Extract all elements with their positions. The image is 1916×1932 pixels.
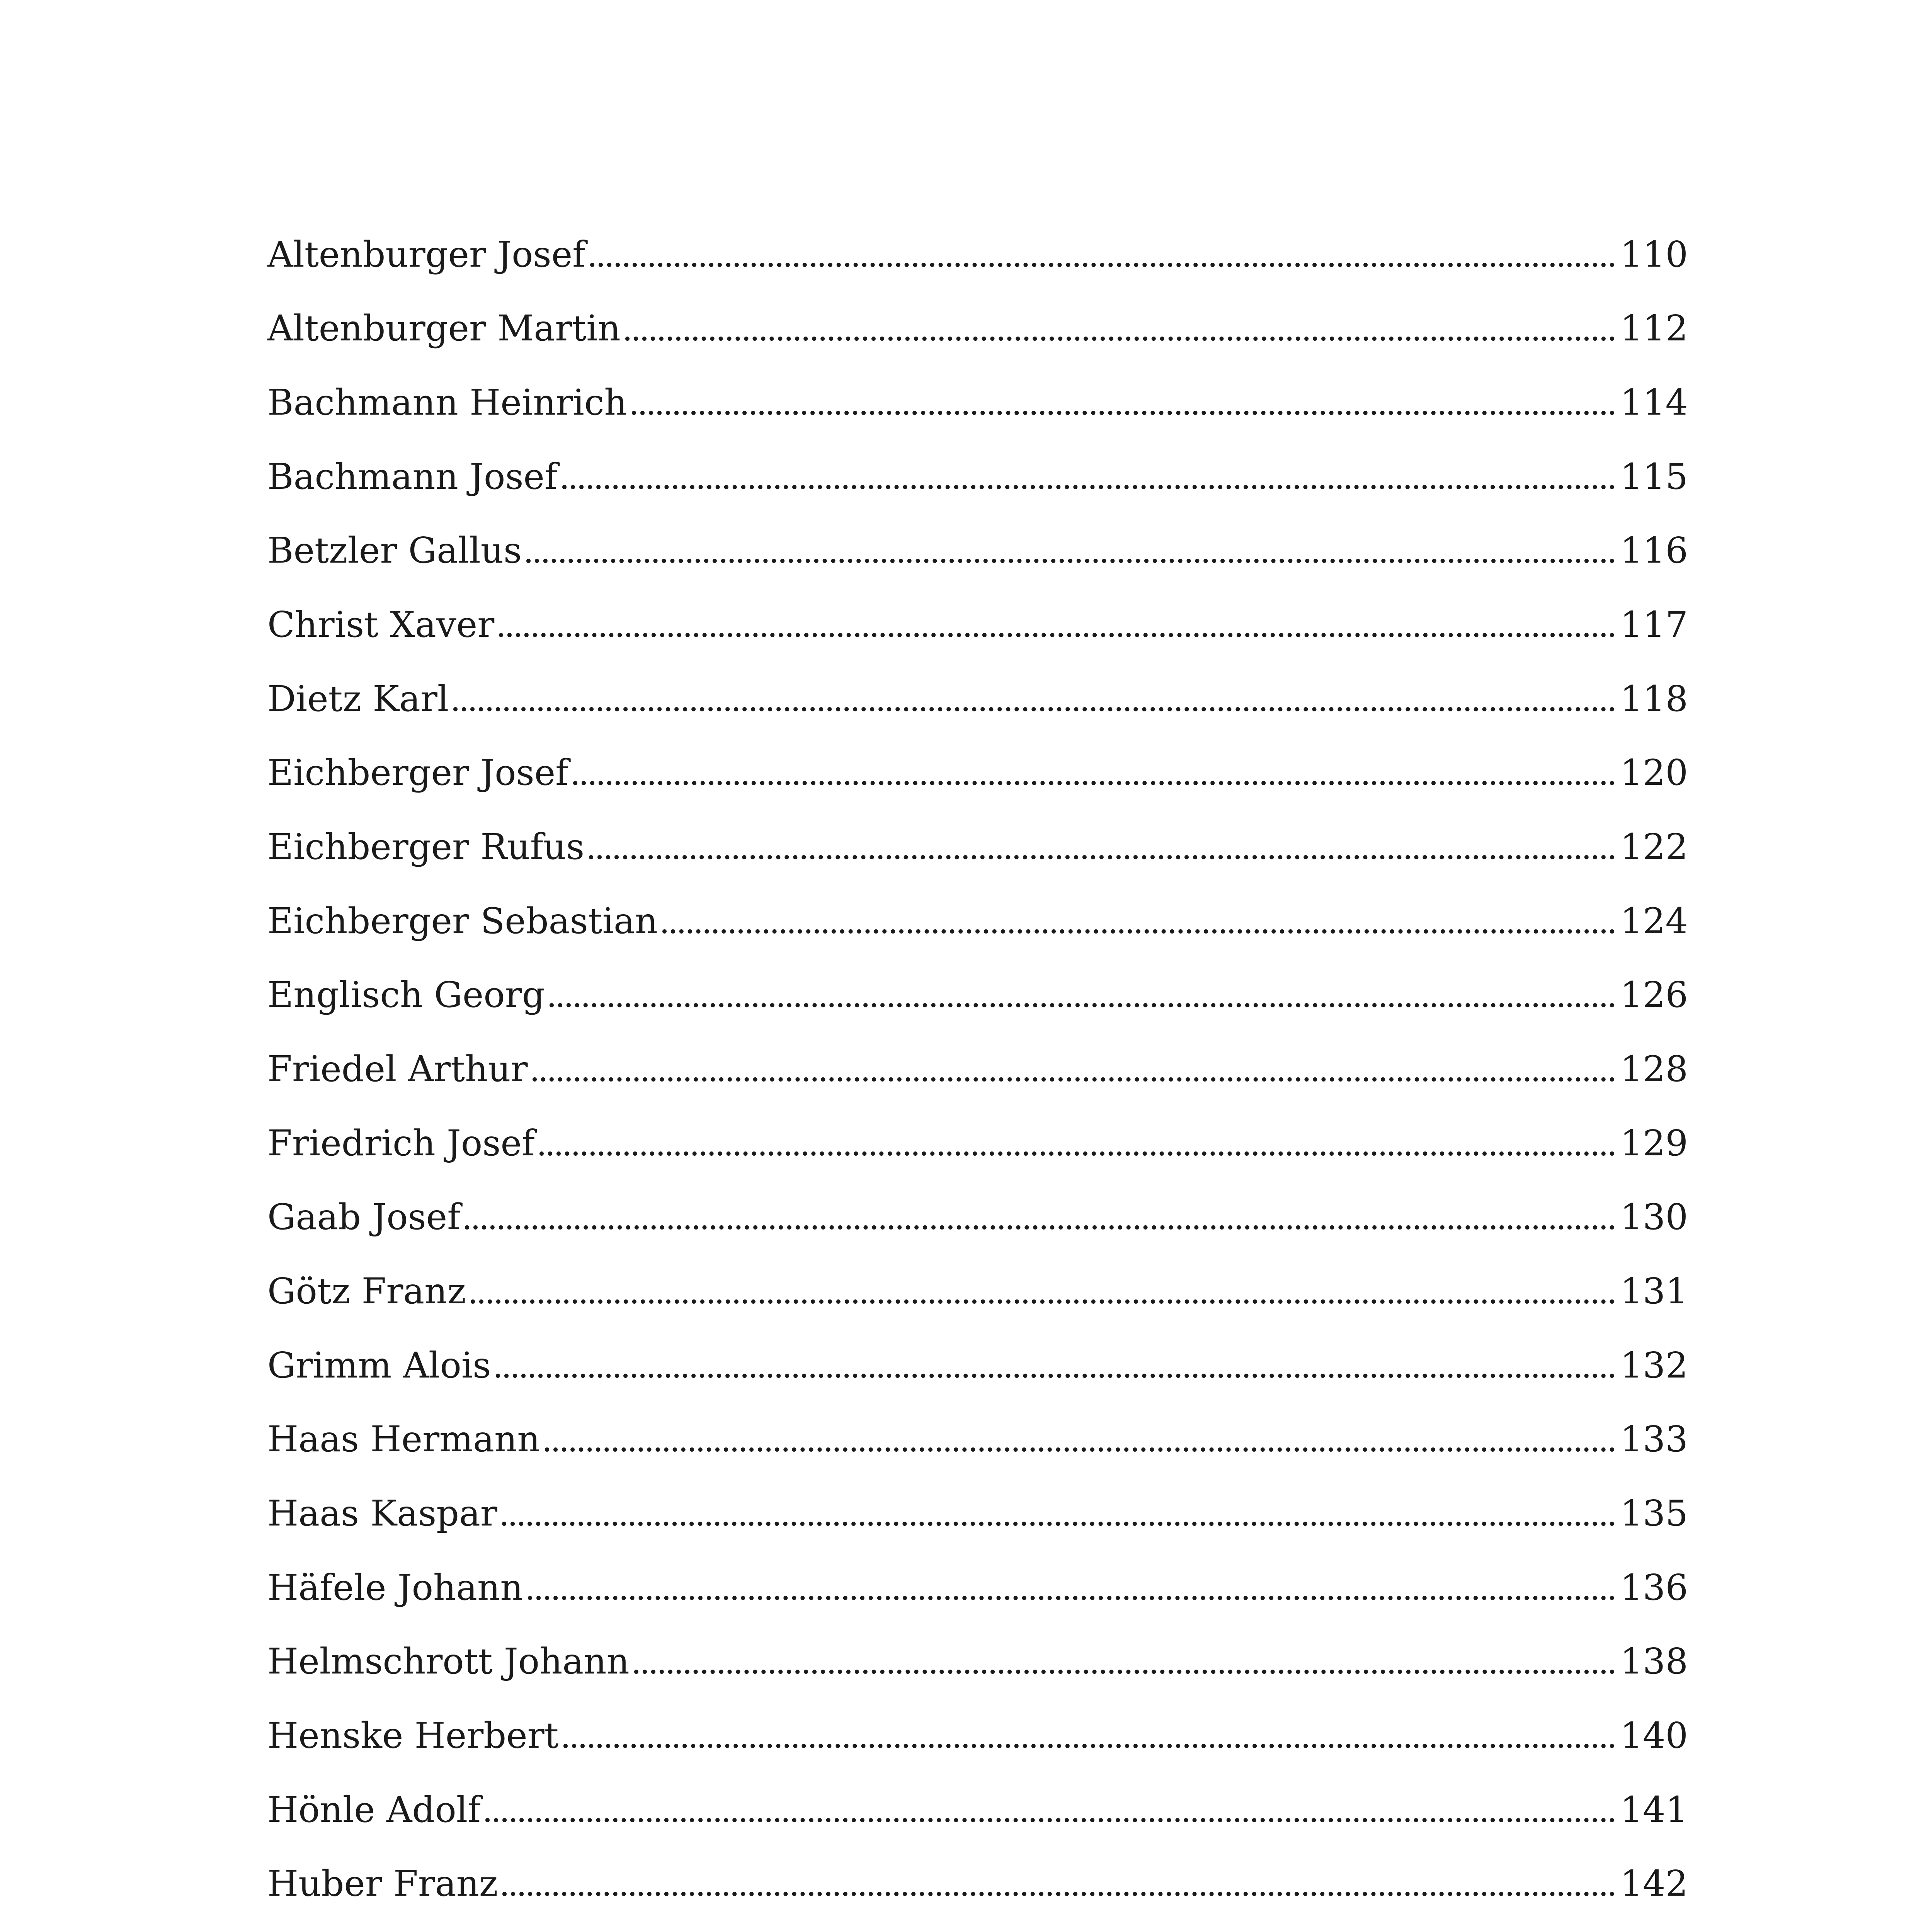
toc-entry[interactable] (267, 437, 1688, 495)
toc-entry-name: Englisch Georg (267, 974, 545, 1015)
toc-entry[interactable] (267, 733, 1688, 791)
toc-entry-name: Helmschrott Johann (267, 1641, 630, 1682)
toc-entry-page: 120 (1620, 752, 1688, 793)
toc-entry-page: 129 (1620, 1122, 1688, 1164)
toc-entry[interactable] (267, 881, 1688, 942)
dot-leader (632, 411, 1615, 415)
dot-leader (528, 1596, 1615, 1600)
toc-entry-name: Friedel Arthur (267, 1048, 528, 1090)
toc-entry-name: Gaab Josef (267, 1196, 461, 1238)
toc-entry-name: Eichberger Rufus (267, 826, 585, 867)
toc-entry[interactable] (267, 585, 1688, 643)
dot-leader (485, 1818, 1615, 1822)
dot-leader (539, 1151, 1615, 1156)
toc-entry-name: Bachmann Josef (267, 456, 558, 497)
toc-entry[interactable] (267, 807, 1688, 865)
toc-entry[interactable] (267, 1251, 1688, 1312)
toc-entry-page: 124 (1620, 900, 1688, 942)
toc-entry-name: Dietz Karl (267, 678, 449, 719)
toc-entry-name: Friedrich Josef (267, 1122, 535, 1164)
toc-entry[interactable] (267, 362, 1688, 423)
toc-entry-name: Eichberger Sebastian (267, 900, 658, 942)
dot-leader (589, 855, 1615, 859)
toc-entry[interactable] (267, 1918, 1688, 1932)
toc-entry-page: 135 (1620, 1493, 1688, 1534)
toc-entry-page: 115 (1620, 456, 1688, 497)
toc-entry[interactable] (267, 1103, 1688, 1164)
toc-entry-page: 116 (1620, 530, 1688, 571)
toc-entry-name: Huber Franz (267, 1863, 498, 1904)
dot-leader (562, 485, 1615, 489)
toc-entry-page: 128 (1620, 1048, 1688, 1090)
toc-entry[interactable] (267, 1029, 1688, 1090)
toc-entry[interactable] (267, 1844, 1688, 1904)
dot-leader (662, 929, 1615, 934)
dot-leader (634, 1670, 1615, 1674)
toc-entry-page: 126 (1620, 974, 1688, 1015)
toc-entry-name: Bachmann Heinrich (267, 382, 627, 423)
toc-entry-page: 140 (1620, 1715, 1688, 1756)
toc-entry-name: Christ Xaver (267, 604, 495, 645)
dot-leader (502, 1522, 1615, 1526)
toc-entry[interactable] (267, 510, 1688, 571)
toc-entry-page: 130 (1620, 1196, 1688, 1238)
toc-entry[interactable] (267, 659, 1688, 717)
toc-entry-page: 141 (1620, 1789, 1688, 1830)
toc-entry[interactable] (267, 1325, 1688, 1386)
toc-entry-name: Haas Hermann (267, 1418, 540, 1460)
toc-entry-name: Hönle Adolf (267, 1789, 481, 1830)
toc-entry-name: Eichberger Josef (267, 752, 569, 793)
dot-leader (471, 1299, 1615, 1304)
toc-entry-page: 136 (1620, 1567, 1688, 1608)
dot-leader (499, 633, 1615, 637)
dot-leader (502, 1892, 1615, 1896)
toc-entry-page: 142 (1620, 1863, 1688, 1904)
toc-entry-page: 114 (1620, 382, 1688, 423)
toc-entry-name: Götz Franz (267, 1270, 466, 1312)
dot-leader (533, 1077, 1615, 1082)
toc-entry-name: Haas Kaspar (267, 1493, 497, 1534)
toc-entry[interactable] (267, 955, 1688, 1013)
toc-entry-name: Häfele Johann (267, 1567, 523, 1608)
toc-entry[interactable] (267, 1399, 1688, 1460)
dot-leader (573, 781, 1615, 785)
toc-entry-page: 132 (1620, 1345, 1688, 1386)
dot-leader (550, 1003, 1615, 1007)
toc-entry-name: Altenburger Josef (267, 234, 586, 275)
toc-entry[interactable] (267, 1621, 1688, 1682)
toc-entry[interactable] (267, 1473, 1688, 1534)
toc-entry-page: 122 (1620, 826, 1688, 867)
toc-entry-name: Altenburger Martin (267, 308, 621, 349)
toc-entry-page: 138 (1620, 1641, 1688, 1682)
dot-leader (563, 1744, 1615, 1748)
toc-entry-name: Betzler Gallus (267, 530, 522, 571)
toc-entry-page: 131 (1620, 1270, 1688, 1312)
toc-entry-page: 133 (1620, 1418, 1688, 1460)
dot-leader (453, 707, 1615, 711)
toc-entry[interactable] (267, 1696, 1688, 1756)
toc-entry[interactable] (267, 1177, 1688, 1238)
toc-entry-name: Henske Herbert (267, 1715, 559, 1756)
toc-entry[interactable] (267, 214, 1688, 275)
dot-leader (526, 559, 1615, 563)
toc-entry-name: Grimm Alois (267, 1345, 491, 1386)
dot-leader (625, 337, 1615, 341)
toc-entry-page: 112 (1620, 308, 1688, 349)
toc-entry[interactable] (267, 1548, 1688, 1608)
toc-entry[interactable] (267, 288, 1688, 349)
dot-leader (496, 1374, 1615, 1378)
toc-entry-page: 110 (1620, 234, 1688, 275)
dot-leader (590, 263, 1615, 267)
dot-leader (465, 1225, 1615, 1230)
toc-entry-page: 118 (1620, 678, 1688, 719)
dot-leader (545, 1447, 1615, 1452)
toc-entry-page: 117 (1620, 604, 1688, 645)
toc-entry[interactable] (267, 1770, 1688, 1828)
